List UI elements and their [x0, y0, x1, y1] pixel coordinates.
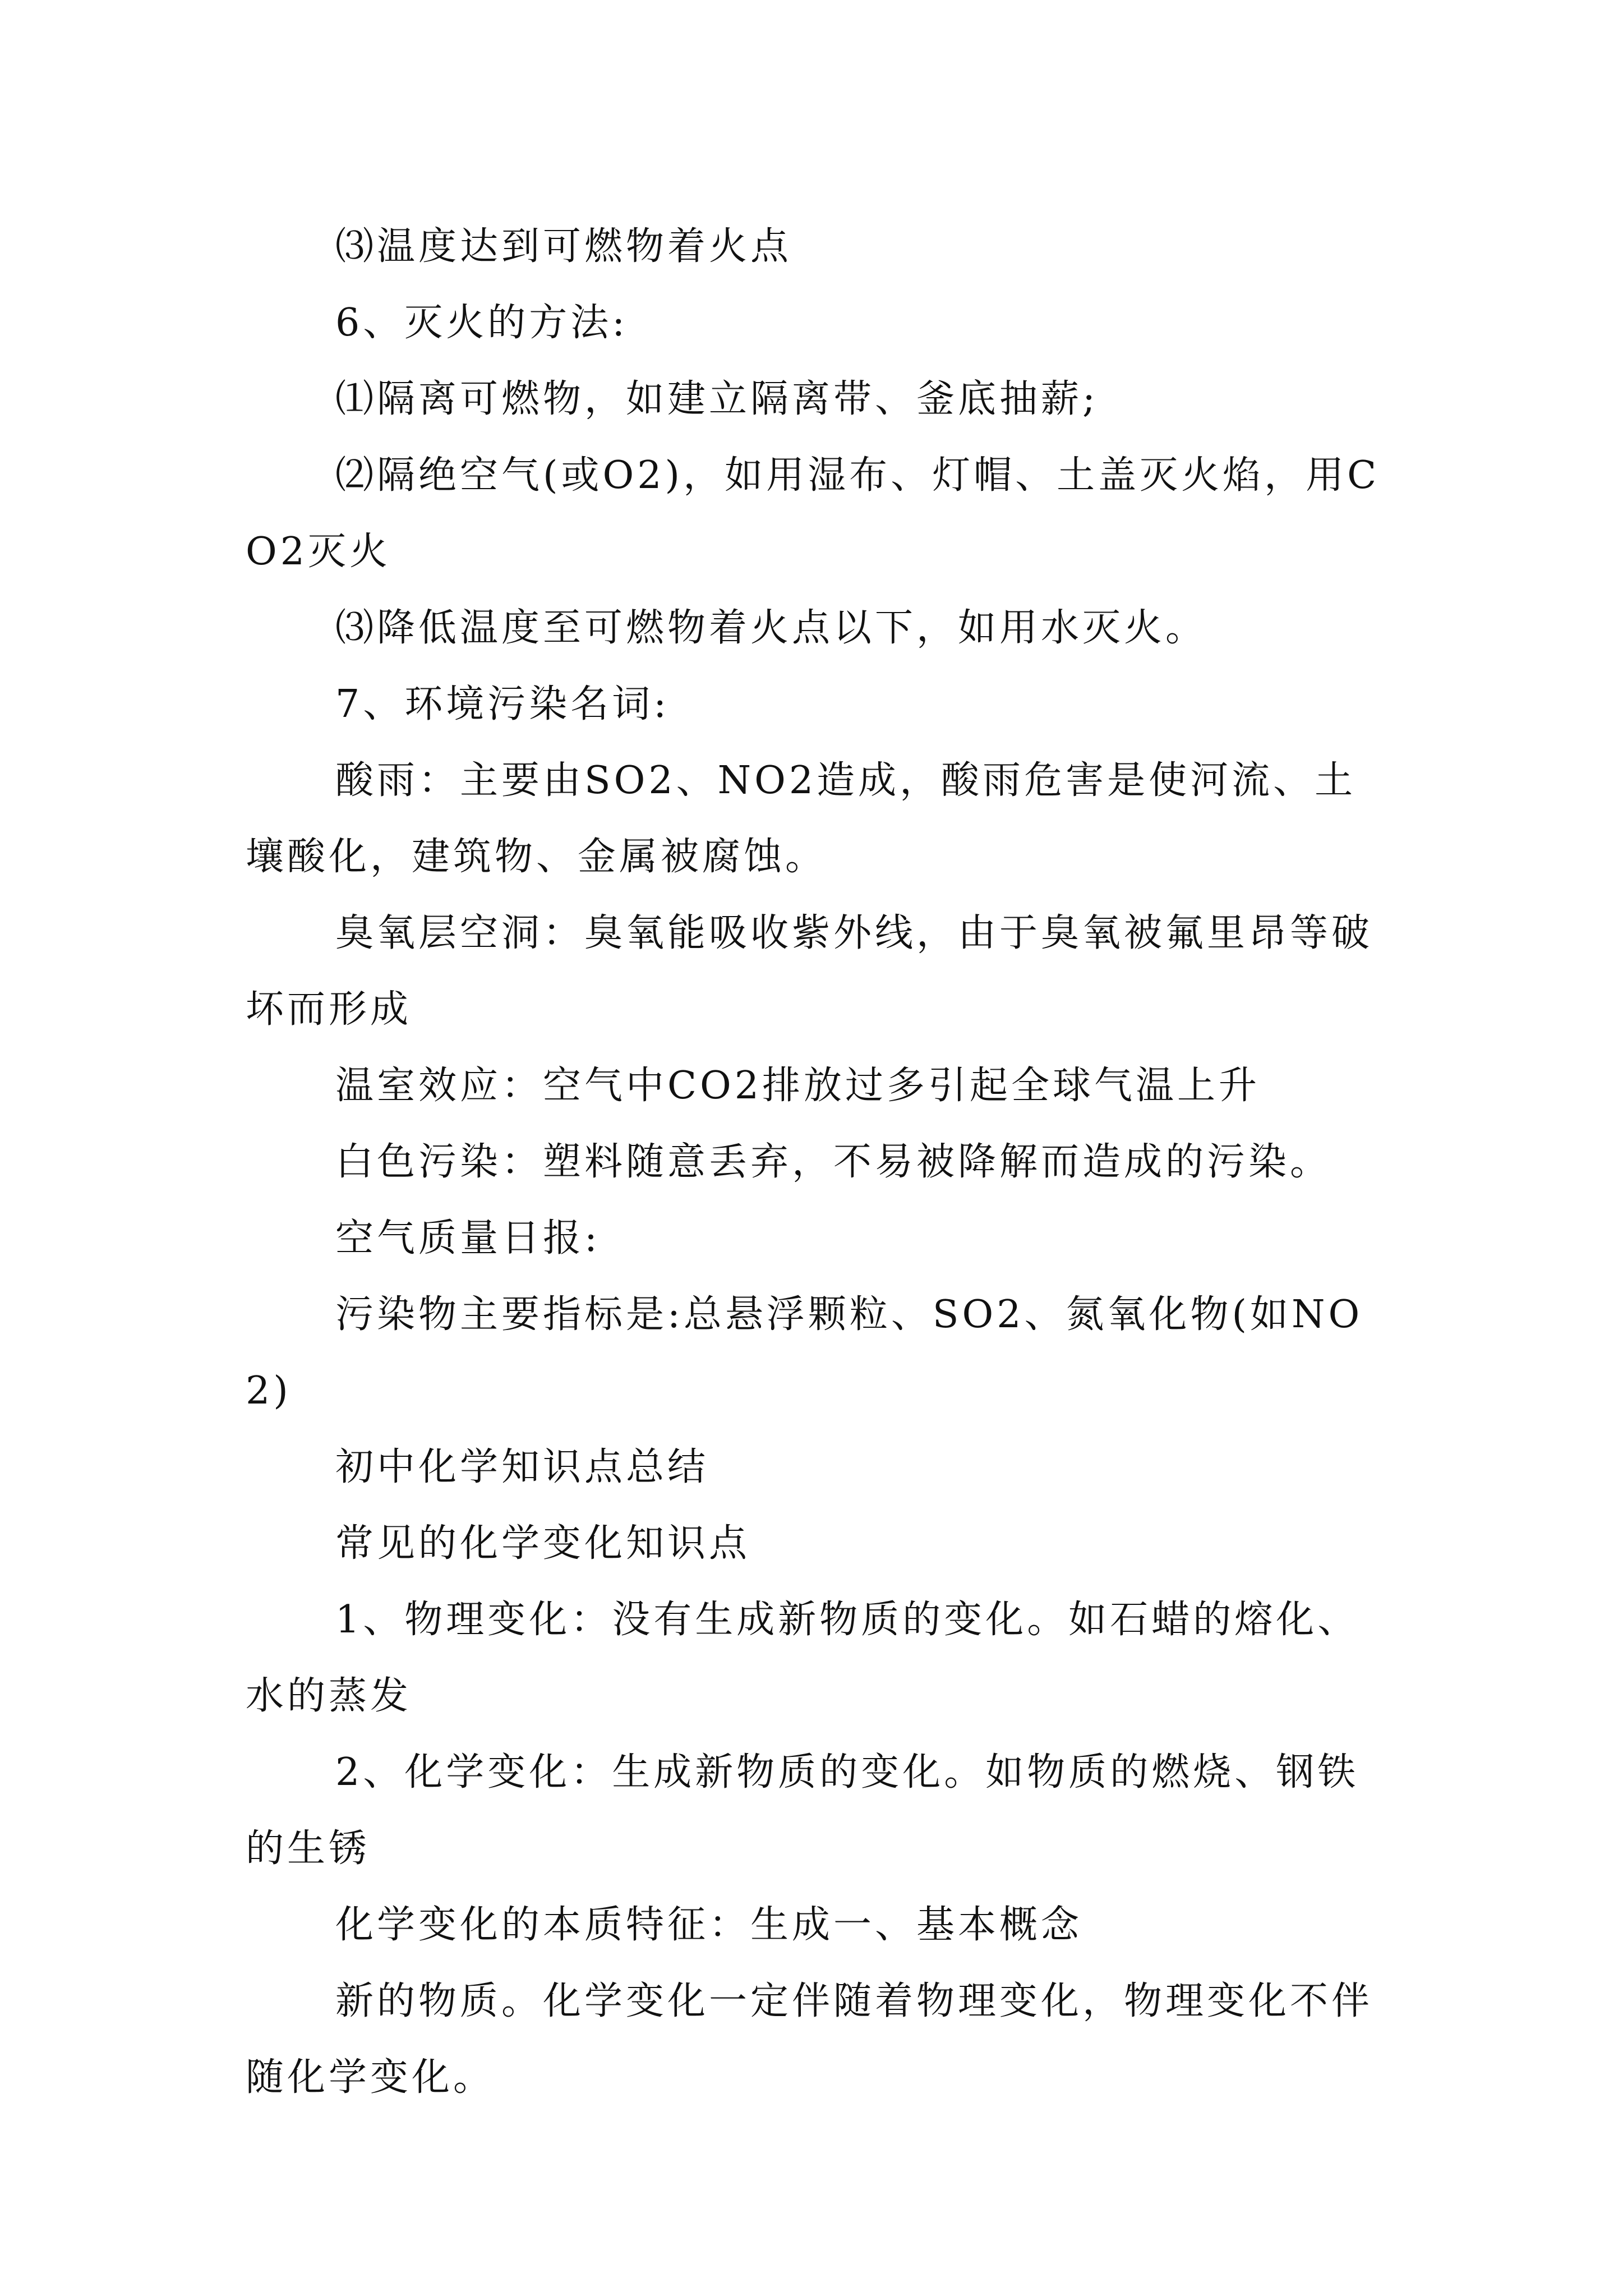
- document-title: 初中化学知识点总结: [335, 1445, 709, 1489]
- paragraph: 温室效应：空气中CO2排放过多引起全球气温上升: [335, 1064, 1261, 1108]
- paragraph: 白色污染：塑料随意丢弃，不易被降解而造成的污染。: [335, 1140, 1332, 1184]
- paragraph: 1、物理变化：没有生成新物质的变化。如石蜡的熔化、水的蒸发: [246, 1598, 1359, 1718]
- section-heading: 常见的化学变化知识点: [335, 1521, 751, 1566]
- paragraph: 化学变化的本质特征：生成一、基本概念: [335, 1903, 1083, 1947]
- paragraph: 臭氧层空洞：臭氧能吸收紫外线，由于臭氧被氟里昂等破坏而形成: [246, 911, 1373, 1032]
- paragraph: 酸雨：主要由SO2、NO2造成，酸雨危害是使河流、土壤酸化，建筑物、金属被腐蚀。: [246, 758, 1357, 879]
- paragraph: ⑴隔离可燃物，如建立隔离带、釜底抽薪;: [335, 377, 1099, 421]
- paragraph: 2、化学变化：生成新物质的变化。如物质的燃烧、钢铁的生锈: [246, 1750, 1359, 1871]
- paragraph: ⑶温度达到可燃物着火点: [335, 224, 792, 269]
- section-heading: 7、环境污染名词:: [335, 682, 670, 726]
- paragraph: ⑵隔绝空气(或O2)，如用湿布、灯帽、土盖灭火焰，用CO2灭火: [246, 453, 1380, 574]
- paragraph: 新的物质。化学变化一定伴随着物理变化，物理变化不伴随化学变化。: [246, 1979, 1373, 2100]
- paragraph: 空气质量日报:: [335, 1216, 601, 1260]
- paragraph: 污染物主要指标是:总悬浮颗粒、SO2、氮氧化物(如NO2): [246, 1292, 1363, 1413]
- paragraph: ⑶降低温度至可燃物着火点以下，如用水灭火。: [335, 606, 1207, 650]
- section-heading: 6、灭火的方法:: [335, 301, 629, 345]
- document-body: [246, 209, 1384, 2116]
